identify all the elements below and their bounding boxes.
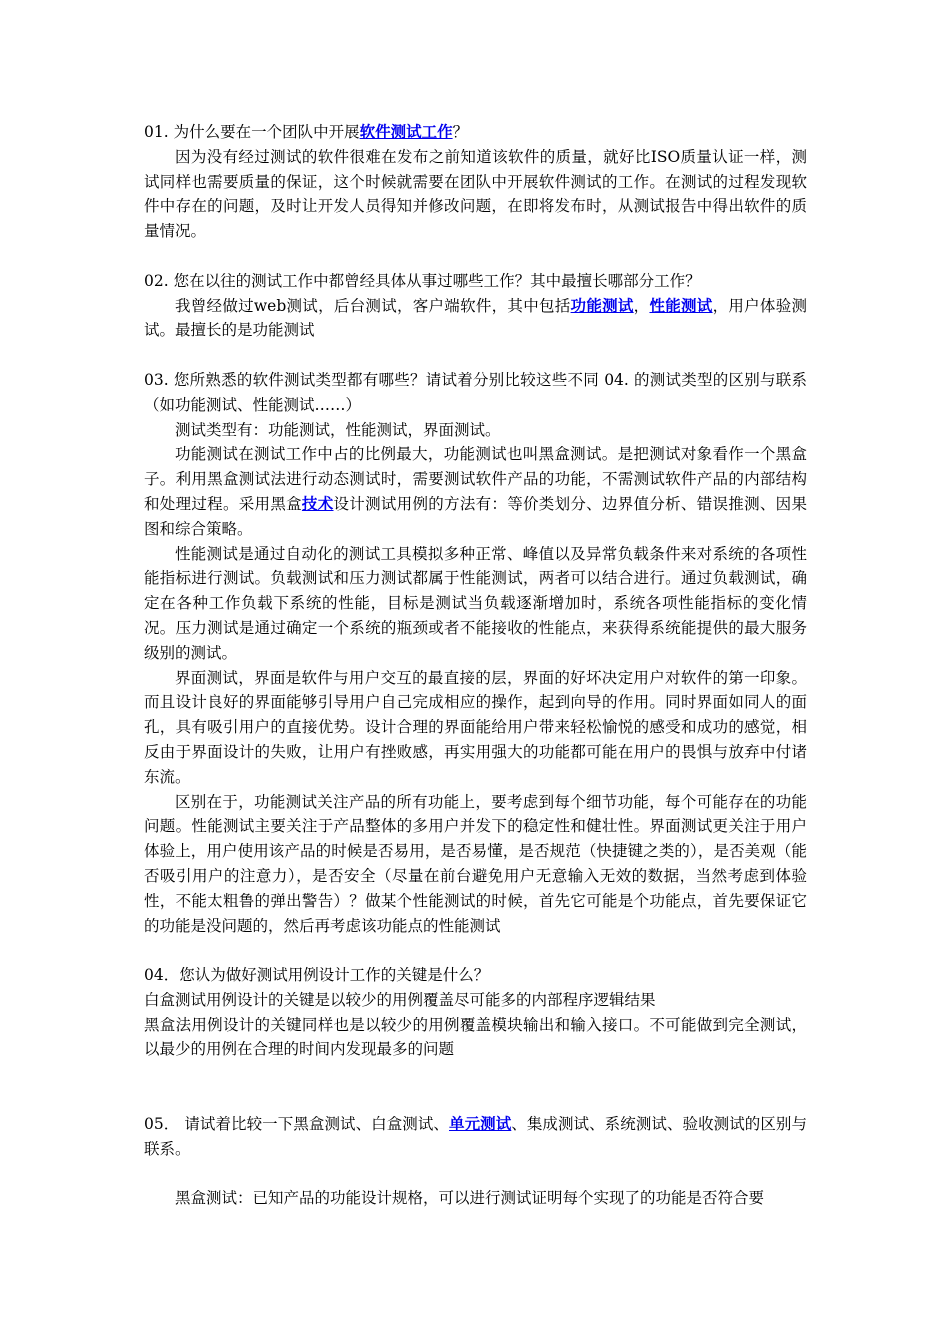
functional-testing-link[interactable]: 功能测试	[570, 295, 634, 315]
question-02-answer-text: 我曾经做过web测试，后台测试，客户端软件，其中包括	[175, 296, 571, 315]
unit-testing-link[interactable]: 单元测试	[449, 1113, 512, 1133]
technology-link[interactable]: 技术	[301, 493, 334, 513]
performance-testing-paragraph: 性能测试是通过自动化的测试工具模拟多种正常、峰值以及异常负载条件来对系统的各项性能指标进行测试。负载测试和压力测试都属于性能测试，两者可以结合进行。通过负载测试，确定在各种工作负载下系统的性能，目标是测试当负载逐渐增加时，系统各项性能指标的变化情况。压力测试是通过确定一个系统的瓶颈或者不能接收的性能点，来获得系统能提供的最大服务级别的测试。	[144, 544, 807, 662]
black-box-line: 黑盒法用例设计的关键同样也是以较少的用例覆盖模块输出和输入接口。不可能做到完全测试，以最少的用例在合理的时间内发现最多的问题	[144, 1015, 807, 1059]
document-body	[144, 120, 807, 1211]
software-testing-link[interactable]: 软件测试工作	[359, 122, 453, 141]
question-01-answer: 因为没有经过测试的软件很难在发布之前知道该软件的质量，就好比ISO质量认证一样，测试同样也需要质量的保证，这个时候就需要在团队中开展软件测试的工作。在测试的过程发现软件中存在的问题，及时让开发人员得知并修改问题，在即将发布时，从测试报告中得出软件的质量情况。	[144, 147, 807, 241]
question-02-answer	[144, 294, 807, 344]
functional-testing-text-end: 设计测试用例的方法有：等价类划分、边界值分析、错误推测、因果图和综合策略。	[144, 494, 807, 538]
question-01-title	[144, 120, 807, 145]
question-05-title-text: 05． 请试着比较一下黑盒测试、白盒测试、	[144, 1114, 449, 1133]
question-01-title-end: ？	[452, 123, 469, 141]
functional-testing-paragraph	[144, 442, 807, 541]
question-01-title-text: 01. 为什么要在一个团队中开展	[144, 123, 360, 141]
question-04-title: 04．您认为做好测试用例设计工作的关键是什么？	[144, 966, 490, 985]
question-03-title: 03. 您所熟悉的软件测试类型都有哪些？请试着分别比较这些不同 04. 的测试类型的区别与联系（如功能测试、性能测试……）	[144, 370, 807, 414]
question-02-answer-end: ，用户体验测试。最擅长的是功能测试	[144, 296, 807, 340]
question-05-title-end: 、集成测试、系统测试、验收测试的区别与联系。	[144, 1114, 807, 1158]
question-02-title: 02. 您在以往的测试工作中都曾经具体从事过哪些工作？其中最擅长哪部分工作？	[144, 271, 701, 290]
black-box-testing-paragraph: 黑盒测试：已知产品的功能设计规格，可以进行测试证明每个实现了的功能是否符合要	[175, 1189, 765, 1208]
test-types-paragraph: 测试类型有：功能测试，性能测试，界面测试。	[175, 420, 501, 439]
functional-testing-text: 功能测试在测试工作中占的比例最大，功能测试也叫黑盒测试。是把测试对象看作一个黑盒子。利用黑盒测试法进行动态测试时，需要测试软件产品的功能，不需测试软件产品的内部结构和处理过程。采用黑盒	[144, 445, 807, 513]
performance-testing-link[interactable]: 性能测试	[649, 295, 713, 315]
question-05-title	[144, 1112, 807, 1162]
question-02-separator: ，	[633, 296, 650, 315]
white-box-line: 白盒测试用例设计的关键是以较少的用例覆盖尽可能多的内部程序逻辑结果	[144, 990, 656, 1009]
difference-paragraph: 区别在于，功能测试关注产品的所有功能上，要考虑到每个细节功能，每个可能存在的功能问题。性能测试主要关注于产品整体的多用户并发下的稳定性和健壮性。界面测试更关注于用户体验上，用户使用该产品的时候是否易用，是否易懂，是否规范（快捷键之类的），是否美观（能否吸引用户的注意力），是否安全（尽量在前台避免用户无意输入无效的数据，当然考虑到体验性，不能太粗鲁的弹出警告）？做某个性能测试的时候，首先它可能是个功能点，首先要保证它的功能是没问题的，然后再考虑该功能点的性能测试	[144, 792, 807, 935]
ui-testing-paragraph: 界面测试，界面是软件与用户交互的最直接的层，界面的好坏决定用户对软件的第一印象。而且设计良好的界面能够引导用户自己完成相应的操作，起到向导的作用。同时界面如同人的面孔，具有吸引用户的直接优势。设计合理的界面能给用户带来轻松愉悦的感受和成功的感觉，相反由于界面设计的失败，让用户有挫败感，再实用强大的功能都可能在用户的畏惧与放弃中付诸东流。	[144, 668, 807, 786]
